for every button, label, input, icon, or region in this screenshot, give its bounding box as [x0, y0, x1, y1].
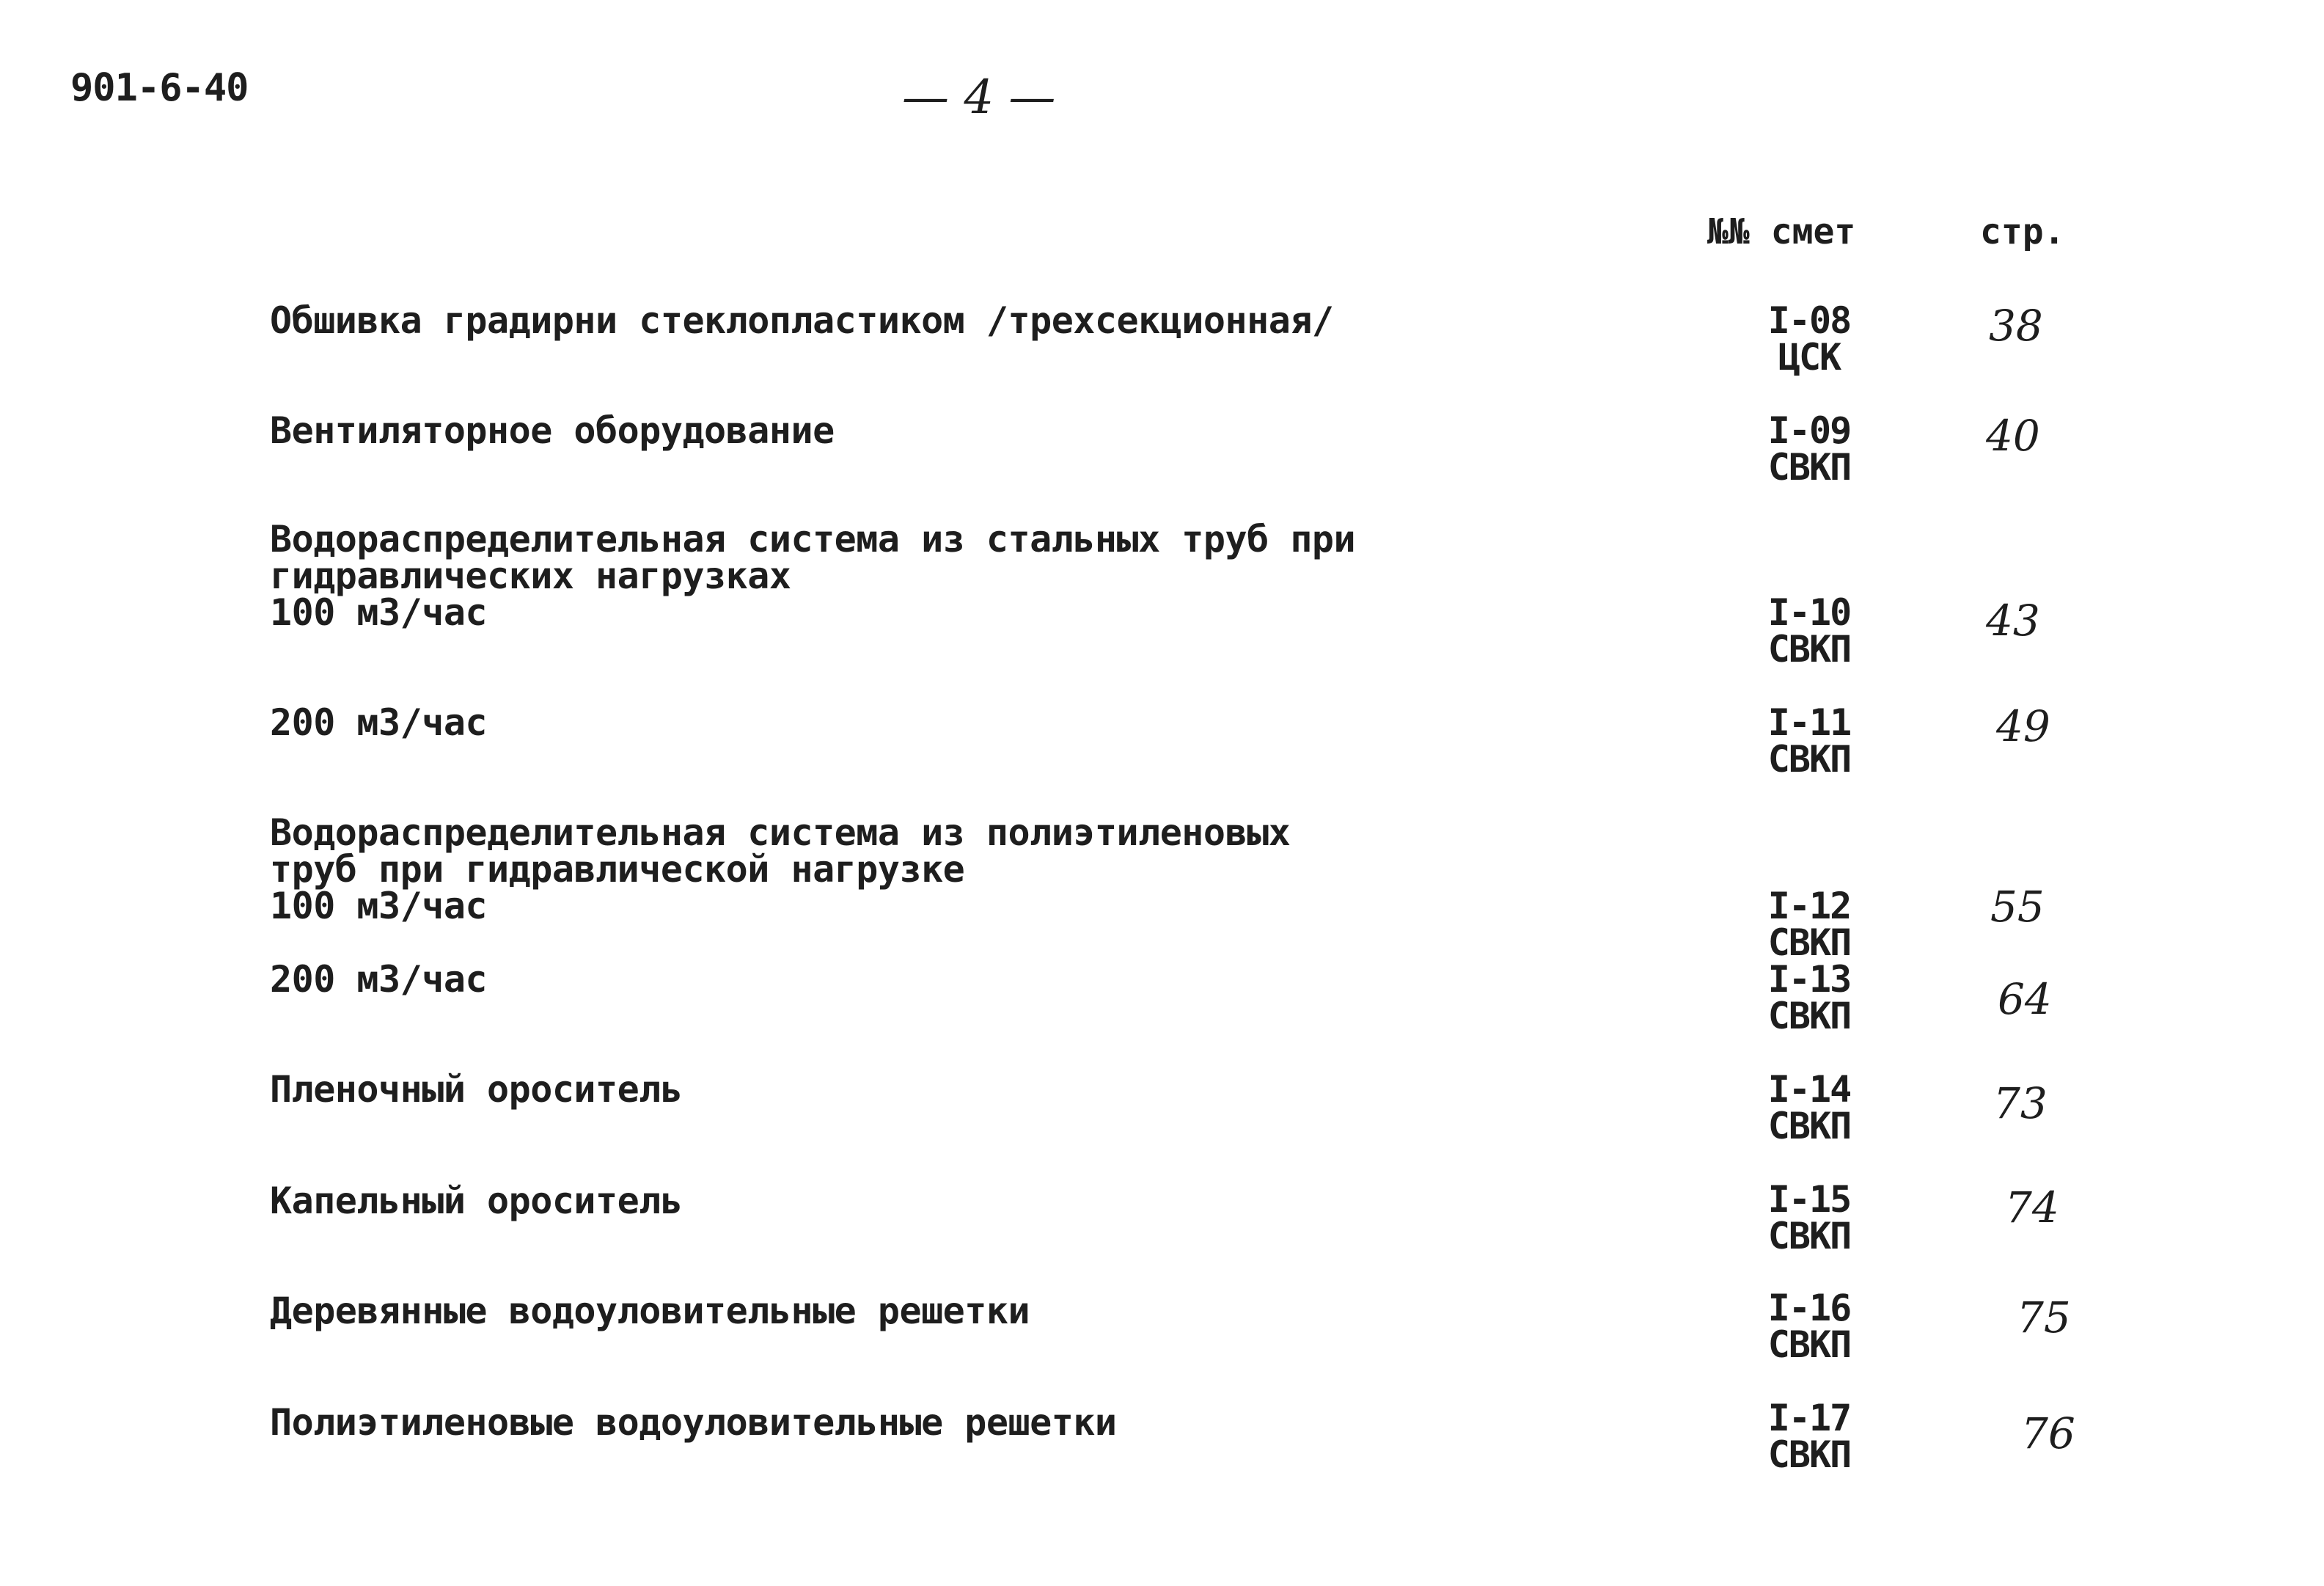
- row-code: [1754, 591, 1864, 670]
- doc-code: 901-6-40: [70, 66, 249, 110]
- row-page-ref: 55: [1990, 882, 2045, 932]
- code-suffix: СВКП: [1767, 1105, 1851, 1147]
- row-code: [1754, 1068, 1864, 1147]
- row-desc: Водораспределительная система из стальных труб при гидравлических нагрузках 100 м3/час: [270, 518, 1356, 634]
- code-suffix: СВКП: [1767, 1215, 1851, 1257]
- code-suffix: СВКП: [1767, 738, 1851, 781]
- code-suffix: СВКП: [1767, 446, 1851, 489]
- col-header-page: стр.: [1980, 211, 2065, 252]
- row-code: [1754, 1178, 1864, 1257]
- row-code: [1754, 1397, 1864, 1476]
- page-number: — 4 —: [902, 70, 1056, 125]
- row-desc: Деревянные водоуловительные решетки: [270, 1290, 1030, 1332]
- row-desc: Обшивка градирни стеклопластиком /трехсекционная/: [270, 299, 1334, 342]
- code-suffix: СВКП: [1767, 1323, 1851, 1366]
- row-code: [1754, 409, 1864, 489]
- code-suffix: СВКП: [1767, 995, 1851, 1037]
- row-desc: Капельный ороситель: [270, 1180, 683, 1222]
- row-page-ref: 76: [2021, 1408, 2075, 1458]
- row-page-ref: 49: [1996, 701, 2050, 751]
- row-desc: Вентиляторное оборудование: [270, 409, 835, 452]
- code-number: I-10: [1767, 591, 1851, 634]
- col-header-estimate-no: №№ смет: [1707, 211, 1856, 252]
- row-page-ref: 38: [1989, 301, 2043, 351]
- code-number: I-08: [1767, 299, 1851, 342]
- row-page-ref: 64: [1998, 974, 2052, 1024]
- row-desc: Водораспределительная система из полиэтиленовых труб при гидравлической нагрузке 100 м3/час: [270, 811, 1291, 927]
- row-page-ref: 43: [1986, 596, 2040, 646]
- code-number: I-15: [1767, 1178, 1851, 1221]
- code-number: I-17: [1767, 1397, 1851, 1439]
- row-code: [1754, 958, 1864, 1037]
- code-suffix: ЦСК: [1778, 336, 1841, 379]
- row-code: [1754, 299, 1864, 379]
- row-desc: 200 м3/час: [270, 958, 488, 1001]
- row-page-ref: 73: [1993, 1078, 2048, 1128]
- row-code: [1754, 1287, 1864, 1366]
- code-number: I-12: [1767, 885, 1851, 927]
- row-desc: 200 м3/час: [270, 701, 488, 744]
- code-suffix: СВКП: [1767, 921, 1851, 964]
- code-suffix: СВКП: [1767, 1433, 1851, 1476]
- row-page-ref: 75: [2017, 1293, 2071, 1342]
- code-number: I-13: [1767, 958, 1851, 1001]
- row-desc: Полиэтиленовые водоуловительные решетки: [270, 1401, 1117, 1444]
- code-number: I-11: [1767, 701, 1851, 744]
- code-suffix: СВКП: [1767, 628, 1851, 670]
- row-desc: Пленочный ороситель: [270, 1068, 683, 1111]
- code-number: I-14: [1767, 1068, 1851, 1111]
- row-page-ref: 40: [1986, 411, 2040, 461]
- row-code: [1754, 885, 1864, 964]
- row-page-ref: 74: [2005, 1183, 2059, 1232]
- code-number: I-09: [1767, 409, 1851, 452]
- code-number: I-16: [1767, 1287, 1851, 1329]
- row-code: [1754, 701, 1864, 781]
